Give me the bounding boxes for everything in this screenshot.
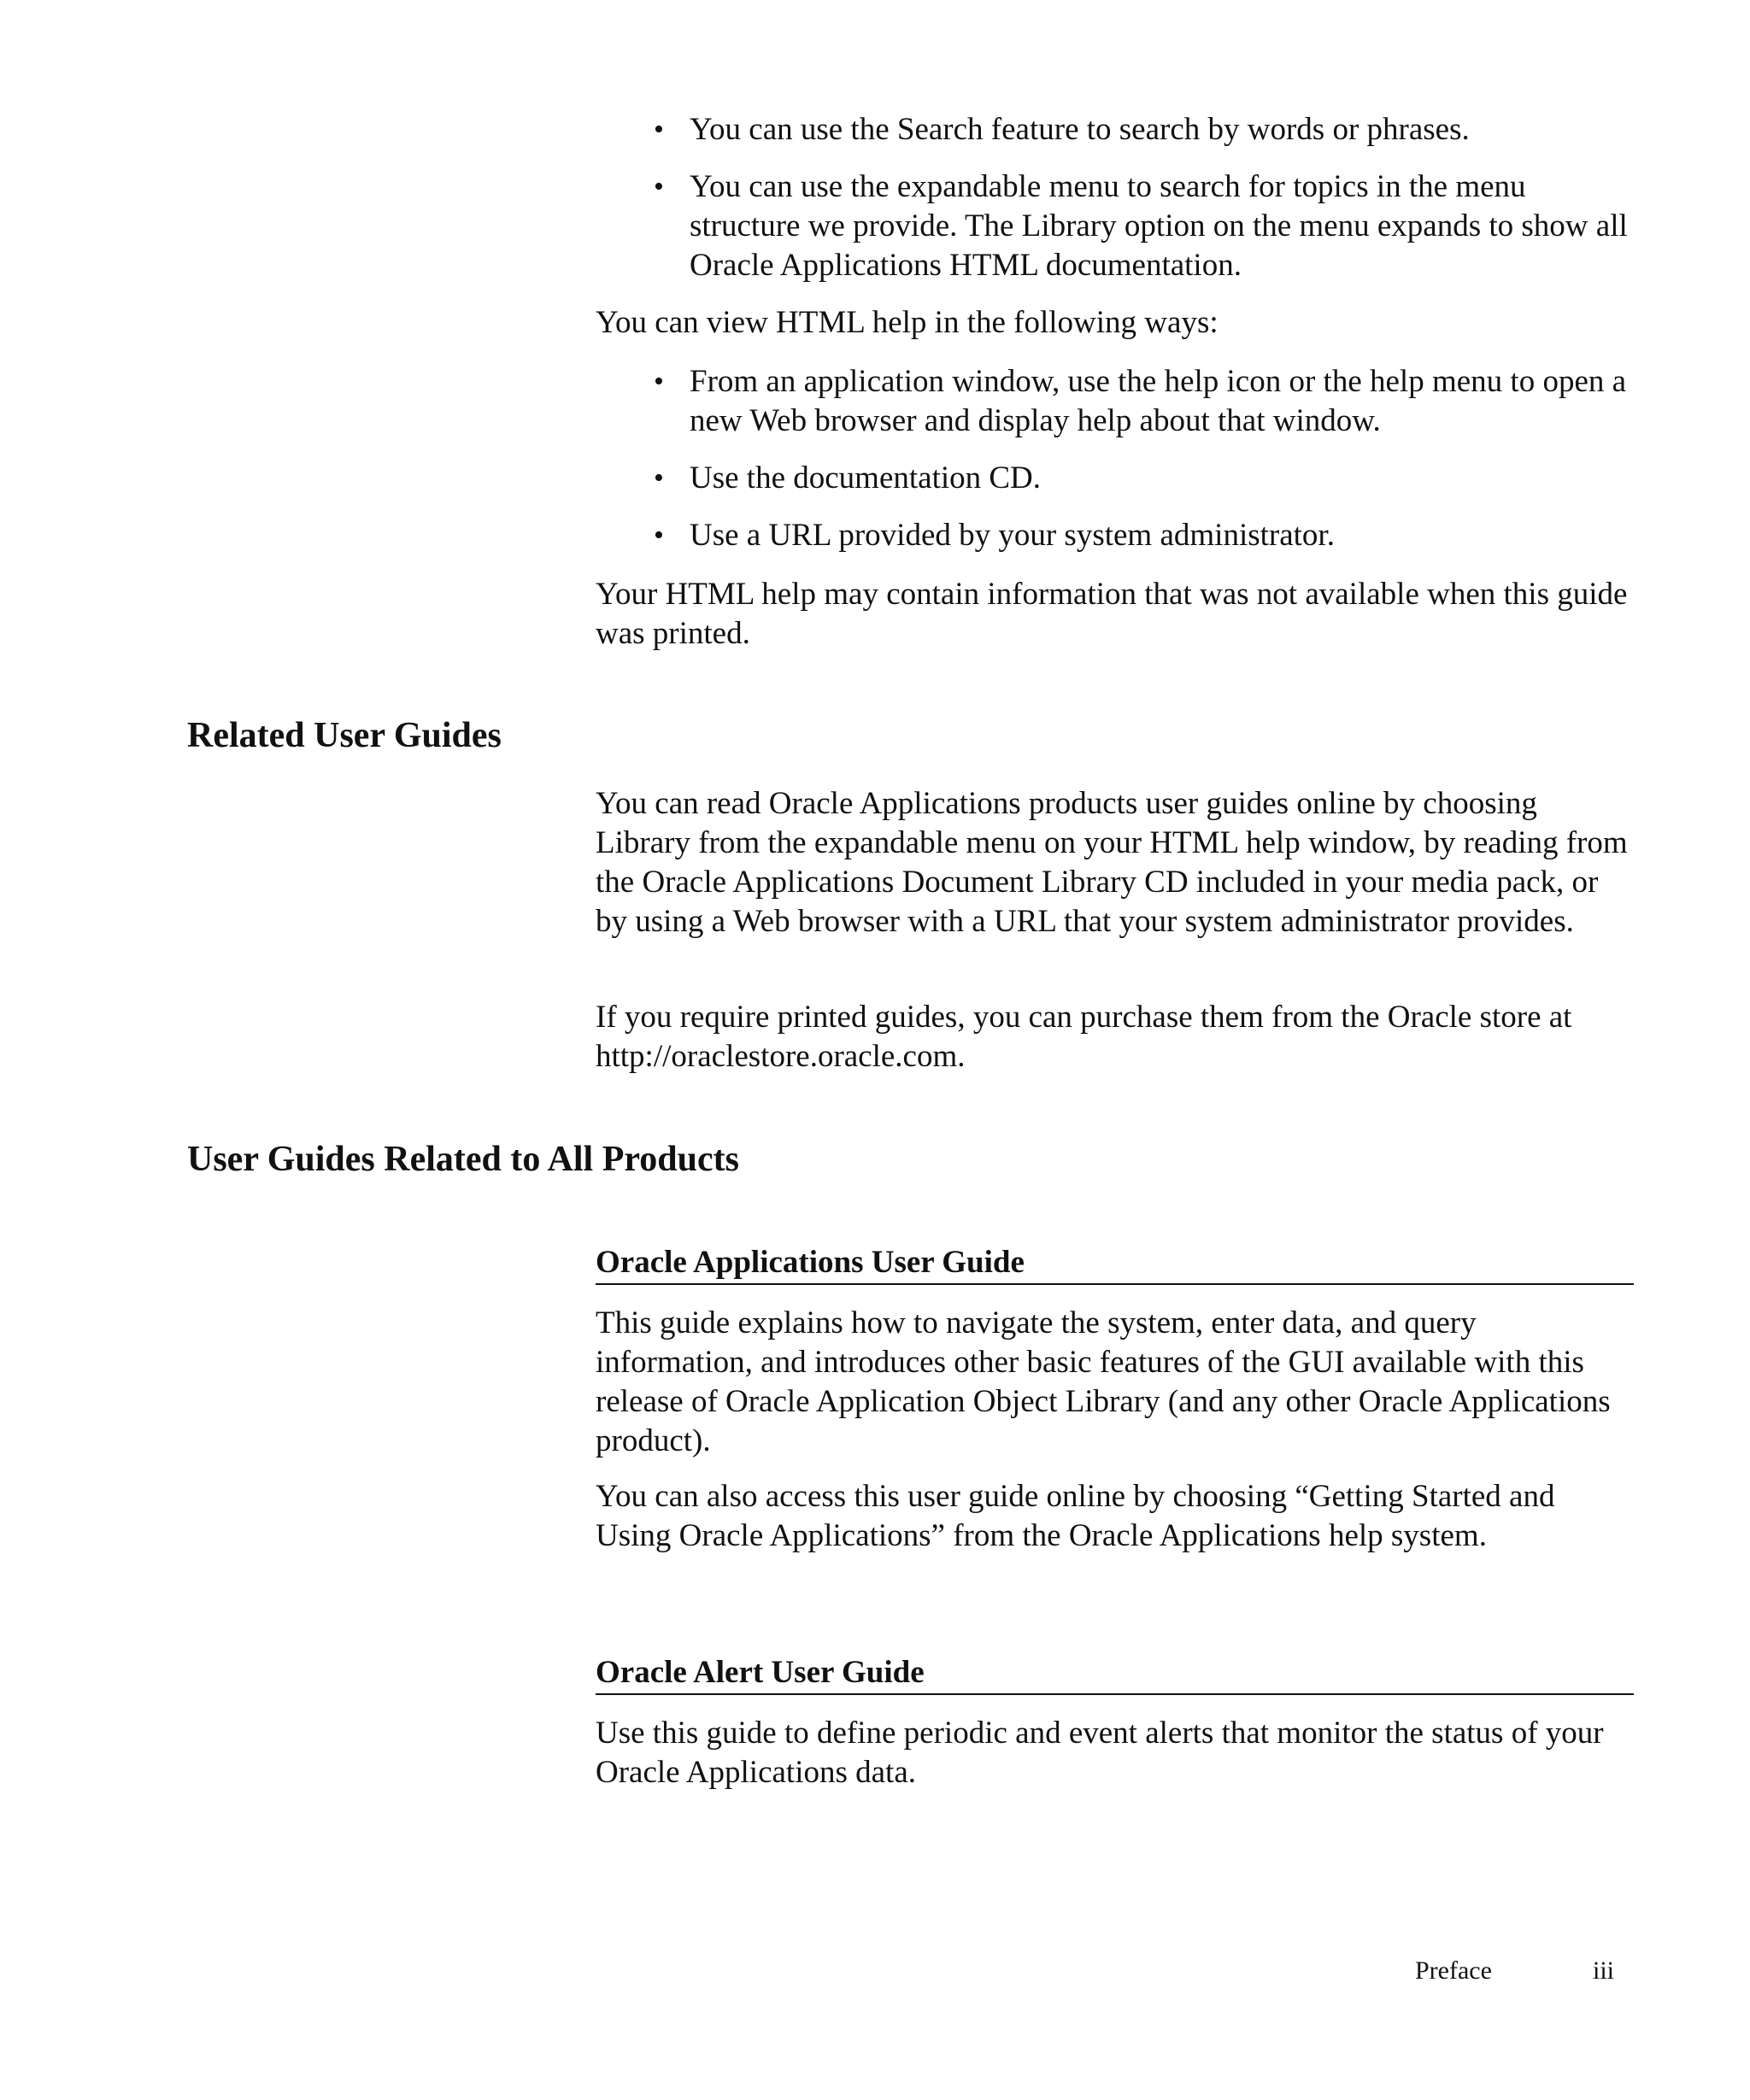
guide-description: This guide explains how to navigate the system, enter data, and query information, and introduces other basic features of the GUI available with this release of Oracle Application Object Library (and any other Oracle Applications product). xyxy=(596,1305,1611,1458)
list-item: • You can use the Search feature to search by words or phrases. xyxy=(654,110,1636,150)
guide-title: Oracle Applications User Guide xyxy=(596,1244,1634,1285)
related-user-guides-heading: Related User Guides xyxy=(187,716,502,755)
guide-title: Oracle Alert User Guide xyxy=(596,1654,1634,1695)
related-guides-paragraph: You can read Oracle Applications products user guides online by choosing Library from the expandable menu on your HTML help window, by reading from the Oracle Applications Document Library CD included in your media pack, or by using a Web browser with a URL that your system administrator provides. xyxy=(596,786,1628,939)
printed-guides-paragraph: If you require printed guides, you can purchase them from the Oracle store at http://oraclestore.oracle.com. xyxy=(596,1000,1572,1074)
view-ways-list xyxy=(654,362,1636,573)
view-ways-intro: You can view HTML help in the following ways: xyxy=(596,305,1219,340)
html-help-note: Your HTML help may contain information that was not available when this guide was printed. xyxy=(596,577,1628,651)
guide-description: You can also access this user guide online by choosing “Getting Started and Using Oracle Applications” from the Oracle Applications help system. xyxy=(596,1479,1555,1553)
all-products-heading: User Guides Related to All Products xyxy=(187,1140,739,1179)
list-item: • Use a URL provided by your system administrator. xyxy=(654,516,1636,555)
search-options-list xyxy=(654,110,1636,303)
footer-section-label: Preface xyxy=(1415,1956,1492,1985)
list-item: • From an application window, use the help icon or the help menu to open a new Web browser and display help about that window. xyxy=(654,362,1636,441)
guide-description: Use this guide to define periodic and event alerts that monitor the status of your Oracle Applications data. xyxy=(596,1716,1604,1790)
list-item: • You can use the expandable menu to search for topics in the menu structure we provide. The Library option on the menu expands to show all Oracle Applications HTML documentation. xyxy=(654,167,1636,285)
list-item: • Use the documentation CD. xyxy=(654,459,1636,498)
page-number: iii xyxy=(1593,1956,1615,1985)
